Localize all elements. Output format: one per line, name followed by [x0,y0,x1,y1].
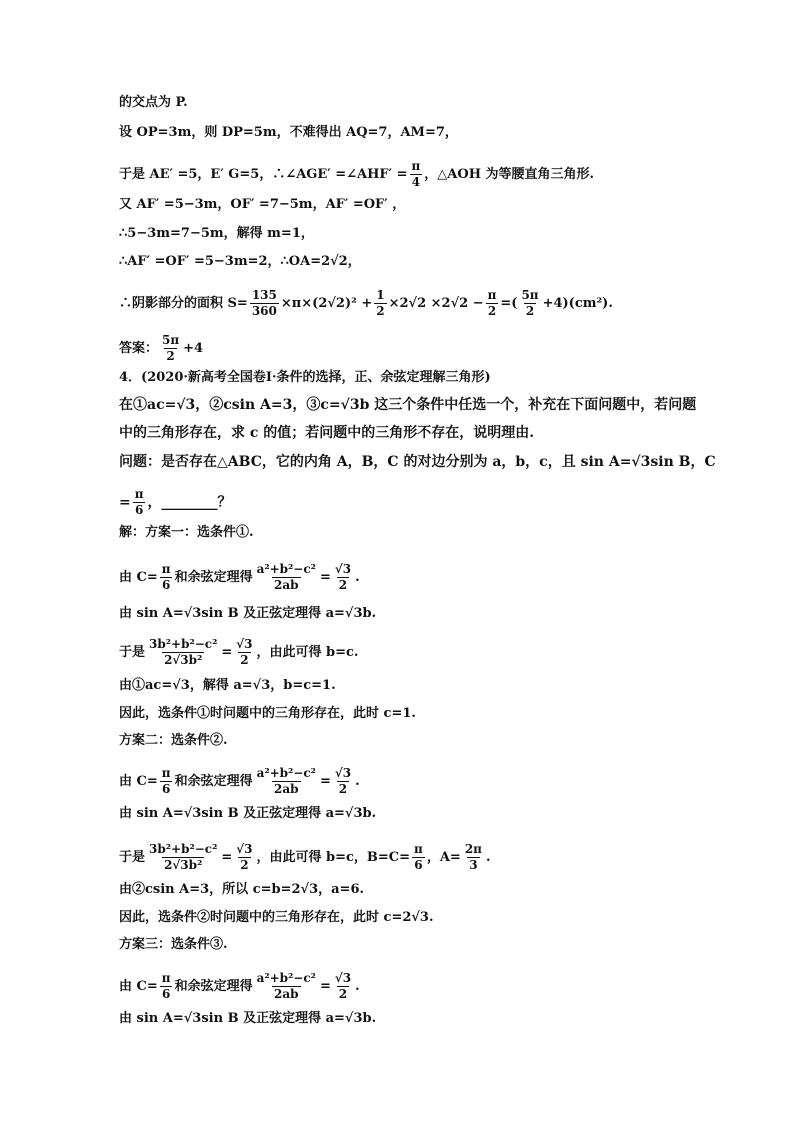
fraction-numerator: 3b²+b²−c² [149,842,218,856]
text-run: 由 sin A=√3sin B 及正弦定理得 a=√3b. [119,606,377,621]
fraction-denominator: 6 [414,858,423,873]
fraction [333,767,353,796]
fraction-denominator: 6 [134,503,144,518]
fraction [160,767,173,796]
text-run: 方案二：选条件②. [119,733,228,748]
text-run: 于是 AE′ =5，E′ G=5，∴∠AGE′ =∠AHF′ = [119,167,408,183]
fraction-denominator: 360 [251,304,277,319]
text-run: ，由此可得 b=c，B=C= [256,850,411,866]
text-line [119,883,364,896]
text-line [119,289,613,318]
text-run: = [221,850,233,866]
text-line [119,455,716,469]
fraction-denominator: 2 [338,987,348,1002]
fraction-denominator: 2 [525,304,535,319]
text-line [119,160,594,189]
fraction-numerator: π [161,971,171,985]
text-run: = [319,774,331,790]
text-line [119,526,254,539]
text-line [119,198,405,211]
text-run: 于是 [119,850,146,866]
fraction-denominator: 2ab [274,987,299,1002]
fraction-denominator: 2 [240,653,249,668]
fraction [519,289,540,318]
text-run: +4)(cm²). [542,296,613,312]
fraction [160,972,173,1001]
fraction [234,843,254,872]
text-run: 和余弦定理得 [174,774,253,790]
text-run: ∴5−3m=7−5m，解得 m=1， [119,226,314,241]
text-run: 因此，选条件②时问题中的三角形存在，此时 c=2√3. [119,910,434,925]
text-run: . [355,774,360,790]
text-run: 和余弦定理得 [174,979,253,995]
text-line [119,807,376,820]
text-run: = [319,979,331,995]
fraction [133,488,146,517]
fraction [486,289,499,318]
fraction-denominator: 6 [161,782,171,797]
fraction-numerator: √3 [334,562,352,576]
text-run: 答案： [119,341,159,357]
fraction-numerator: 1 [376,288,385,302]
text-line [119,707,416,720]
fraction-numerator: √3 [334,971,352,985]
fraction [333,563,353,592]
text-run: 由 sin A=√3sin B 及正弦定理得 a=√3b. [119,806,377,821]
text-run: 4．(2020·新高考全国卷Ⅰ·条件的选择，正、余弦定理解三角形) [119,370,491,385]
text-run: 和余弦定理得 [174,570,253,586]
text-run: 于是 [119,645,146,661]
fraction [412,843,425,872]
text-line [119,126,458,139]
fraction [234,638,254,667]
fraction-numerator: a²+b²−c² [256,562,316,576]
fraction-denominator: 2 [166,349,175,364]
text-run: ∴AF′ =OF′ =5−3m=2，∴OA=2√2， [119,254,361,269]
text-run: ，△AOH 为等腰直角三角形. [424,167,595,183]
fraction-numerator: 5π [162,333,180,347]
text-run: 解：方案一：选条件①. [119,525,254,540]
text-line [119,972,360,1001]
text-line [119,938,228,951]
text-run: ×2√2 ×2√2 − [388,296,484,312]
text-line [119,607,376,620]
fraction-denominator: 6 [161,987,171,1002]
text-run: 在①ac=√3，②csin A=3，③c=√3b 这三个条件中任选一个，补充在下面问题中，若问题 [119,397,697,413]
fraction-denominator: 3 [469,858,478,873]
text-line [119,488,232,517]
fraction-numerator: π [414,842,423,856]
text-run: 问题：是否存在△ABC，它的内角 A，B，C 的对边分别为 a，b，c，且 sin A=√3sin B，C [119,454,716,470]
text-run: 方案三：选条件③. [119,937,228,952]
fraction-numerator: π [161,562,171,576]
fraction [333,972,353,1001]
fraction-numerator: 2π [464,842,482,856]
fraction-denominator: 2√3b² [164,858,203,873]
text-line [119,843,491,872]
fraction-numerator: 3b²+b²−c² [149,637,218,651]
text-line [119,563,360,592]
text-run: 中的三角形存在，求 c 的值；若问题中的三角形不存在，说明理由. [119,425,535,441]
fraction-numerator: √3 [236,842,253,856]
fraction [147,638,219,667]
text-run: 由 C= [119,979,158,995]
fraction-denominator: 2 [338,578,348,593]
fraction-denominator: 2√3b² [164,653,203,668]
fraction-numerator: π [161,766,171,780]
fraction-numerator: a²+b²−c² [256,766,316,780]
fraction [160,334,181,363]
text-run: 又 AF′ =5−3m，OF′ =7−5m，AF′ =OF′ ， [119,197,406,212]
fraction [255,563,318,592]
fraction-denominator: 2 [338,782,348,797]
fraction [374,289,386,318]
fraction-numerator: π [487,288,497,302]
fraction-denominator: 6 [161,578,171,593]
text-line [119,334,203,363]
text-line [119,1012,376,1025]
text-run: ×π×(2√2)² + [280,296,373,312]
text-line [119,767,360,796]
fraction-numerator: π [134,487,144,501]
text-line [119,679,336,692]
fraction-numerator: π [411,159,421,173]
fraction [160,563,173,592]
text-line [119,426,534,440]
text-line [119,227,314,240]
text-line [119,734,228,747]
text-line [119,371,491,384]
text-run: +4 [183,341,204,357]
text-run: 由 sin A=√3sin B 及正弦定理得 a=√3b. [119,1011,377,1026]
text-run: . [355,979,360,995]
text-line [119,911,434,924]
text-run: 由 C= [119,774,158,790]
text-run: ，A= [426,850,461,866]
text-line [119,398,696,412]
fraction-denominator: 2ab [274,578,299,593]
fraction-denominator: 2ab [274,782,299,797]
fraction-denominator: 2 [240,858,249,873]
fraction-numerator: a²+b²−c² [256,971,316,985]
text-line [119,96,188,109]
text-run: = [119,494,131,511]
text-line [119,255,361,268]
fraction-numerator: √3 [334,766,352,780]
text-run: . [355,570,360,586]
text-run: ，由此可得 b=c. [256,645,359,661]
fraction-denominator: 4 [411,175,421,190]
fraction [255,767,318,796]
text-run: 的交点为 P. [119,95,188,110]
fraction [250,289,279,318]
fraction [147,843,219,872]
text-run: ，________？ [147,494,232,511]
text-run: 因此，选条件①时问题中的三角形存在，此时 c=1. [119,706,416,721]
text-run: =( [500,296,518,312]
fraction [410,160,423,189]
text-run: 由①ac=√3，解得 a=√3，b=c=1. [119,678,336,693]
text-run: = [221,645,233,661]
text-run: 设 OP=3m，则 DP=5m，不难得出 AQ=7，AM=7， [119,125,458,140]
fraction-denominator: 2 [376,304,385,319]
fraction [255,972,318,1001]
fraction [463,843,484,872]
text-line [119,638,358,667]
text-run: = [319,570,331,586]
fraction-numerator: 135 [251,288,277,302]
text-run: 由 C= [119,570,158,586]
fraction-numerator: 5π [521,288,539,302]
fraction-numerator: √3 [236,637,253,651]
text-run: ∴阴影部分的面积 S= [119,296,248,312]
text-run: 由②csin A=3，所以 c=b=2√3，a=6. [119,882,365,897]
text-run: . [485,850,491,866]
fraction-denominator: 2 [487,304,497,319]
